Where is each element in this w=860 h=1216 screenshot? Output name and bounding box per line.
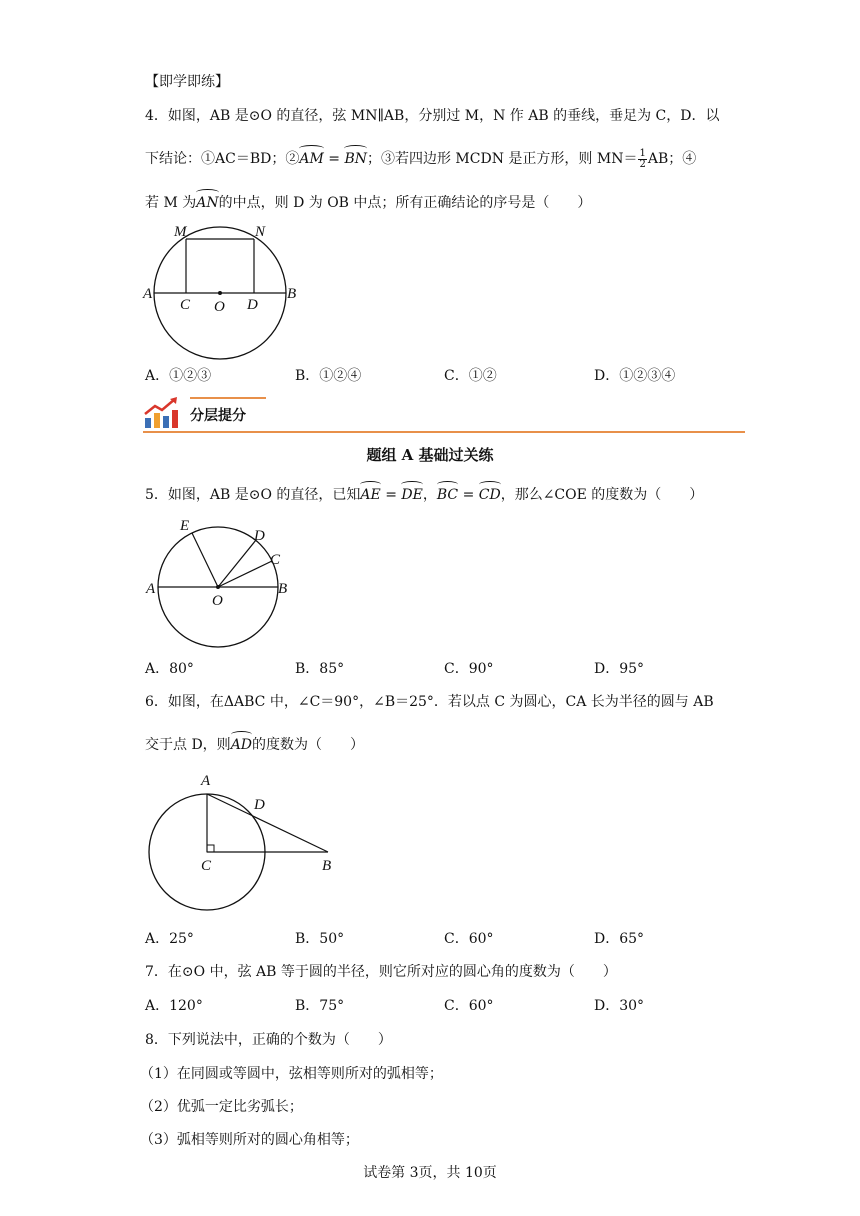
q7-option-a[interactable]: A．120° bbox=[145, 998, 203, 1014]
section-rule-top bbox=[190, 397, 266, 399]
q4-equals: = bbox=[323, 151, 345, 167]
q4-label-n: N bbox=[255, 224, 266, 240]
q6-option-b[interactable]: B．50° bbox=[295, 931, 345, 947]
q6-label-c: C bbox=[201, 858, 212, 874]
q5-option-c[interactable]: C．90° bbox=[444, 661, 494, 677]
q4-frac-den: 2 bbox=[639, 158, 646, 170]
q4-label-d: D bbox=[247, 297, 258, 313]
q4-option-d[interactable]: D．①②③④ bbox=[594, 368, 676, 384]
q5-radius-oe bbox=[192, 533, 218, 587]
q7-option-d[interactable]: D．30° bbox=[594, 998, 645, 1014]
q6-segment-ab bbox=[207, 794, 328, 852]
q4-line-3 bbox=[145, 190, 591, 213]
q5-label-c: C bbox=[270, 552, 281, 568]
q5-equals-1: = bbox=[380, 487, 402, 503]
q6-line-2-a: 交于点 D，则 bbox=[145, 737, 231, 753]
q5-line-1-a: 5．如图，AB 是⊙O 的直径，已知 bbox=[145, 487, 361, 503]
q6-label-d: D bbox=[254, 797, 265, 813]
q4-label-c: C bbox=[180, 297, 191, 313]
q4-figure bbox=[140, 220, 310, 365]
group-title: 题组 A 基础过关练 bbox=[366, 446, 494, 464]
q6-option-a[interactable]: A．25° bbox=[145, 931, 194, 947]
q5-arc-ae: AE bbox=[360, 482, 380, 505]
q5-line-1-b: ，那么∠COE 的度数为（ ） bbox=[500, 487, 704, 503]
q5-label-o: O bbox=[212, 593, 223, 609]
q6-line-2 bbox=[145, 732, 364, 755]
q5-figure bbox=[140, 512, 300, 652]
q5-center-dot bbox=[216, 585, 220, 589]
q4-center-dot bbox=[218, 291, 222, 295]
chart-growth-icon bbox=[143, 396, 179, 429]
q5-option-d[interactable]: D．95° bbox=[594, 661, 645, 677]
q4-arc-am: AM bbox=[299, 146, 323, 169]
q7-option-b[interactable]: B．75° bbox=[295, 998, 345, 1014]
q4-line-1: 4．如图，AB 是⊙O 的直径，弦 MN∥AB，分别过 M，N 作 AB 的垂线，垂足为 C，D．以 bbox=[145, 108, 720, 124]
section-divider bbox=[143, 431, 745, 433]
q5-equals-2: = bbox=[458, 487, 479, 503]
q8-line-1: 8．下列说法中，正确的个数为（ ） bbox=[145, 1032, 392, 1048]
q8-item-3: （3）弧相等则所对的圆心角相等； bbox=[140, 1132, 359, 1148]
q6-line-2-b: 的度数为（ ） bbox=[252, 737, 365, 753]
practice-header: 【即学即练】 bbox=[145, 74, 229, 90]
q4-option-a[interactable]: A．①②③ bbox=[145, 368, 212, 384]
q6-figure bbox=[140, 765, 340, 915]
q5-label-e: E bbox=[180, 518, 190, 534]
q4-option-c[interactable]: C．①② bbox=[444, 368, 497, 384]
q5-label-d: D bbox=[254, 528, 265, 544]
q7-option-c[interactable]: C．60° bbox=[444, 998, 494, 1014]
q4-line-2-b: ；③若四边形 MCDN 是正方形，则 MN＝ bbox=[366, 151, 638, 167]
q6-label-a: A bbox=[201, 773, 211, 789]
q8-item-1: （1）在同圆或等圆中，弦相等则所对的弧相等； bbox=[140, 1066, 443, 1082]
q6-label-b: B bbox=[322, 858, 332, 874]
q4-line-3-b: 的中点，则 D 为 OB 中点；所有正确结论的序号是（ ） bbox=[218, 195, 592, 211]
q5-radius-oc bbox=[218, 561, 272, 587]
page-footer: 试卷第 3页，共 10页 bbox=[363, 1165, 497, 1181]
q4-option-b[interactable]: B．①②④ bbox=[295, 368, 362, 384]
q4-label-b: B bbox=[287, 286, 297, 302]
section-title: 分层提分 bbox=[190, 408, 246, 424]
q6-line-1: 6．如图，在ΔABC 中，∠C＝90°，∠B＝25°．若以点 C 为圆心，CA 长为半径的圆与 AB bbox=[145, 694, 714, 710]
q7-line-1: 7．在⊙O 中，弦 AB 等于圆的半径，则它所对应的圆心角的度数为（ ） bbox=[145, 964, 617, 980]
q5-radius-od bbox=[218, 540, 256, 587]
q4-arc-bn: BN bbox=[344, 146, 367, 169]
q5-option-a[interactable]: A．80° bbox=[145, 661, 194, 677]
q4-line-2-a: 下结论：①AC＝BD；② bbox=[145, 151, 300, 167]
q4-label-a: A bbox=[143, 286, 153, 302]
q4-label-o: O bbox=[214, 299, 225, 315]
q5-separator: ， bbox=[422, 487, 437, 503]
q4-line-2 bbox=[145, 146, 696, 170]
q4-line-2-c: AB；④ bbox=[647, 151, 697, 167]
q4-label-m: M bbox=[174, 224, 187, 240]
q5-option-b[interactable]: B．85° bbox=[295, 661, 345, 677]
q4-fraction bbox=[638, 149, 646, 170]
q5-arc-de: DE bbox=[401, 482, 422, 505]
q5-arc-cd: CD bbox=[479, 482, 501, 505]
q4-arc-an: AN bbox=[196, 190, 218, 213]
q4-line-3-a: 若 M 为 bbox=[145, 195, 197, 211]
q8-item-2: （2）优弧一定比劣弧长； bbox=[140, 1099, 303, 1115]
q5-line-1 bbox=[145, 482, 703, 505]
q6-arc-ad: AD bbox=[231, 732, 252, 755]
q5-label-b: B bbox=[278, 581, 288, 597]
q5-label-a: A bbox=[146, 581, 156, 597]
q6-option-d[interactable]: D．65° bbox=[594, 931, 645, 947]
q4-frac-num: 1 bbox=[639, 147, 646, 159]
q6-right-angle-mark bbox=[207, 845, 214, 852]
q6-option-c[interactable]: C．60° bbox=[444, 931, 494, 947]
q5-arc-bc: BC bbox=[437, 482, 458, 505]
